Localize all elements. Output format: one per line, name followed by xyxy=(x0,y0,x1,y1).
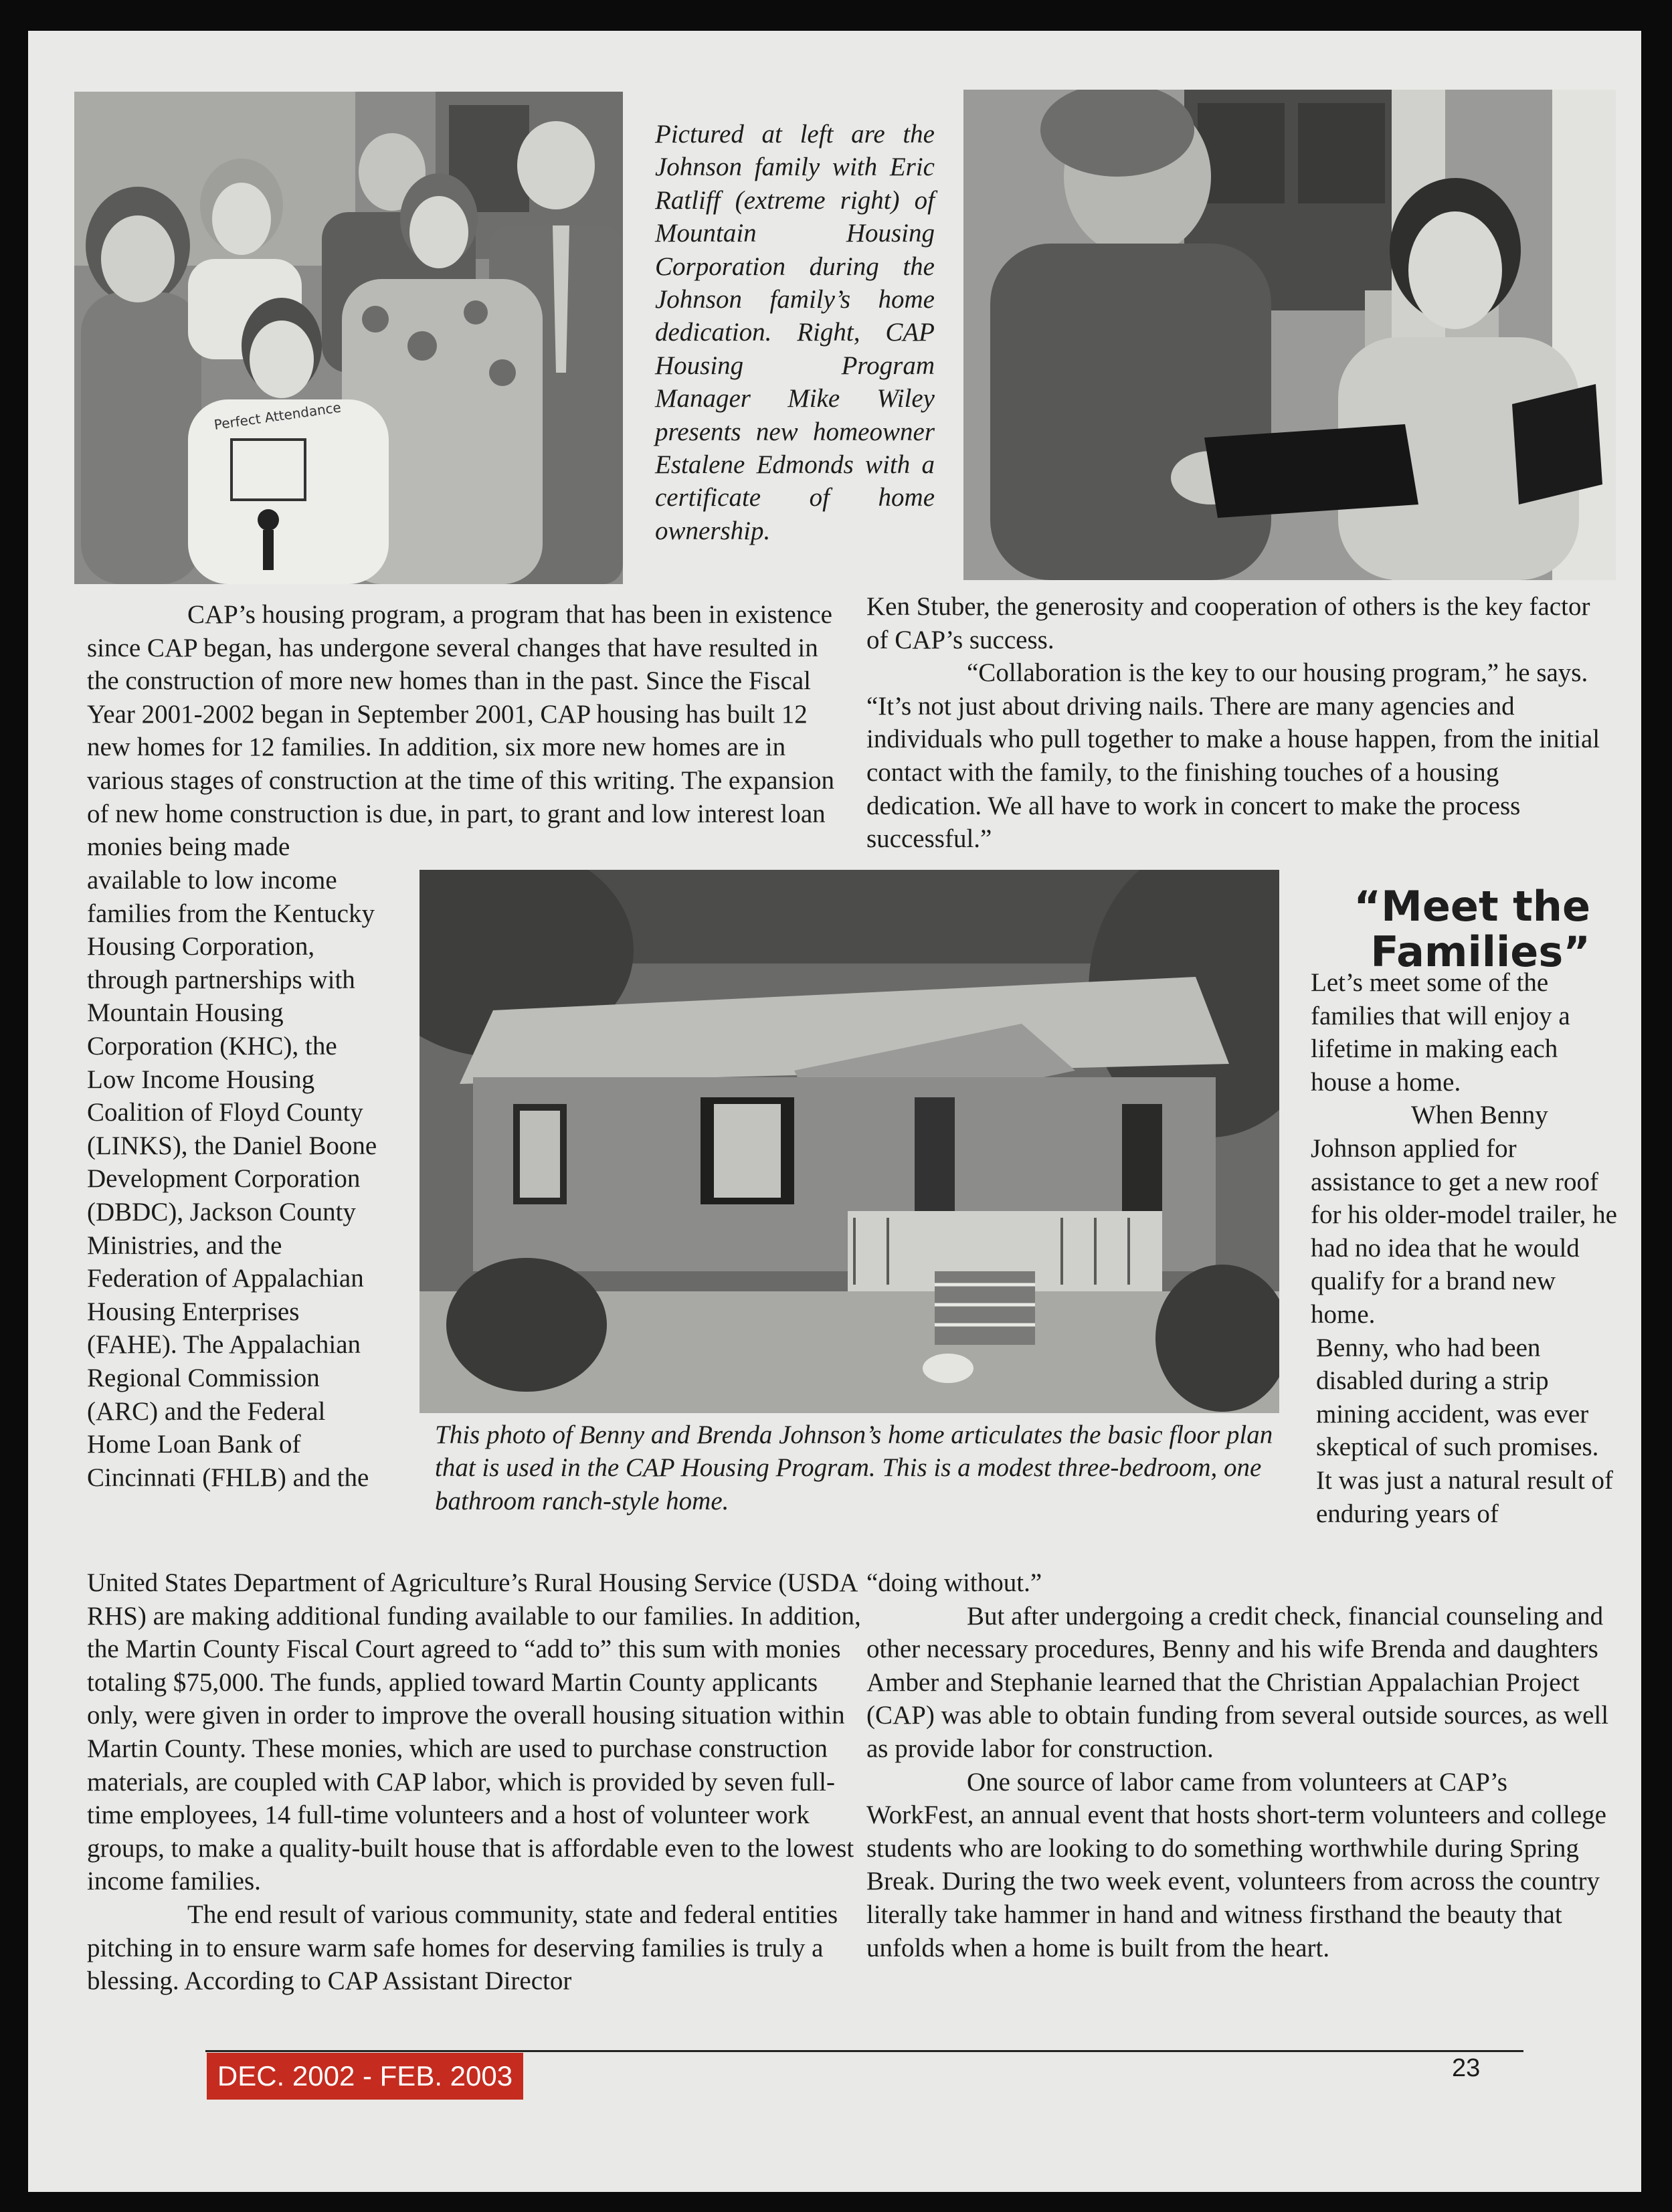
magazine-page xyxy=(28,31,1641,2192)
col1-narrow-paragraph: available to low income families from the Kentucky Housing Corporation, through partnerships with Mountain Housing Corporation (KHC), the Low Income Housing Coalition of Floyd County (LINKS), the Daniel Boone Development Corporation (DBDC), Jackson County Ministries, and the Federation of Appalachian Housing Enterprises (FAHE). The Appalachian Regional Commission (ARC) and the Federal Home Loan Bank of Cincinnati (FHLB) and the xyxy=(87,866,377,1492)
col2-top-paragraph-2: “Collaboration is the key to our housing program,” he says. “It’s not just about driving nails. There are many agencies and individuals who pull together to make a house happen, from the initial contact with the family, to the finishing touches of a housing dedication. We all have to work in concert to make the process successful.” xyxy=(866,658,1600,854)
col3-paragraph-1: Let’s meet some of the families that will enjoy a lifetime in making each house a home. xyxy=(1311,968,1570,1097)
photo-certificate-presentation xyxy=(963,90,1616,580)
photo-johnson-family xyxy=(74,92,623,584)
footer-issue-label: DEC. 2002 - FEB. 2003 xyxy=(207,2053,523,2100)
col2-bottom xyxy=(866,1566,1616,1964)
photo-johnson-family-image xyxy=(74,92,623,584)
col1-bottom xyxy=(87,1566,866,1998)
shirt-text: Perfect Attendance xyxy=(213,399,343,433)
col1-intro xyxy=(87,598,856,864)
photo-certificate-image xyxy=(963,90,1616,580)
col2-top-paragraph-1: Ken Stuber, the generosity and cooperation of others is the key factor of CAP’s success. xyxy=(866,592,1590,654)
photo-johnson-home xyxy=(420,870,1279,1413)
footer-rule xyxy=(205,2050,1523,2052)
heading-meet-the-families: “Meet the Families” xyxy=(1354,882,1590,976)
col2-bottom-paragraph-3: One source of labor came from volunteers at CAP’s WorkFest, an annual event that hosts short-term volunteers and college students who are looking to do something worthwhile during Spring Break. During the two week event, volunteers from across the country literally take hammer in hand and witness firsthand the beauty that unfolds when a home is built from the heart. xyxy=(866,1767,1606,1962)
col1-narrow xyxy=(87,864,381,1494)
caption-house: This photo of Benny and Brenda Johnson’s home articulates the basic floor plan that is used in the CAP Housing Program. This is a modest three-bedroom, one bathroom ranch-style home. xyxy=(435,1420,1273,1515)
col2-bottom-paragraph-1: “doing without.” xyxy=(866,1568,1042,1597)
col3 xyxy=(1311,966,1618,1530)
col2-top xyxy=(866,590,1616,856)
col3-paragraph-2: When Benny Johnson applied for assistance to get a new roof for his older-model trailer, he had no idea that he would qualify for a brand new home. xyxy=(1311,1101,1617,1329)
col3-paragraph-3: Benny, who had been disabled during a strip mining accident, was ever skeptical of such promises. It was just a natural result of enduring years of xyxy=(1316,1333,1614,1528)
col2-bottom-paragraph-2: But after undergoing a credit check, financial counseling and other necessary procedures, Benny and his wife Brenda and daughters Amber and Stephanie learned that the Christian Appalachian Project (CAP) was able to obtain funding from several outside sources, as well as provide labor for construction. xyxy=(866,1601,1609,1763)
col1-top-paragraph: CAP’s housing program, a program that has been in existence since CAP began, has undergone several changes that have resulted in the construction of more new homes than in the past. Since the Fiscal Year 2001-2002 began in September 2001, CAP housing has built 12 new homes for 12 families. In addition, six more new homes are in various stages of construction at the time of this writing. The expansion of new home construction is due, in part, to grant and low interest loan monies being made xyxy=(87,600,835,862)
col1-last-paragraph: The end result of various community, state and federal entities pitching in to ensure warm safe homes for deserving families is truly a blessing. According to CAP Assistant Director xyxy=(87,1900,838,1996)
page-number: 23 xyxy=(1452,2054,1481,2082)
col1-bottom-paragraph: United States Department of Agriculture’s Rural Housing Service (USDA RHS) are making additional funding available to our families. In addition, the Martin County Fiscal Court agreed to “add to” this sum with monies totaling $75,000. The funds, applied toward Martin County applicants only, were given in order to improve the overall housing situation within Martin County. These monies, which are used to purchase construction materials, are coupled with CAP labor, which is provided by seven full-time employees, 14 full-time volunteers and a host of volunteer work groups, to make a quality-built house that is affordable even to the lowest income families. xyxy=(87,1568,861,1896)
caption-top: Pictured at left are the Johnson family with Eric Ratliff (extreme right) of Mountain Housing Corporation during the Johnson family’s home dedication. Right, CAP Housing Program Manager Mike Wiley presents new homeowner Estalene Edmonds with a certificate of home ownership. xyxy=(655,120,935,545)
photo-johnson-home-image xyxy=(420,870,1279,1413)
